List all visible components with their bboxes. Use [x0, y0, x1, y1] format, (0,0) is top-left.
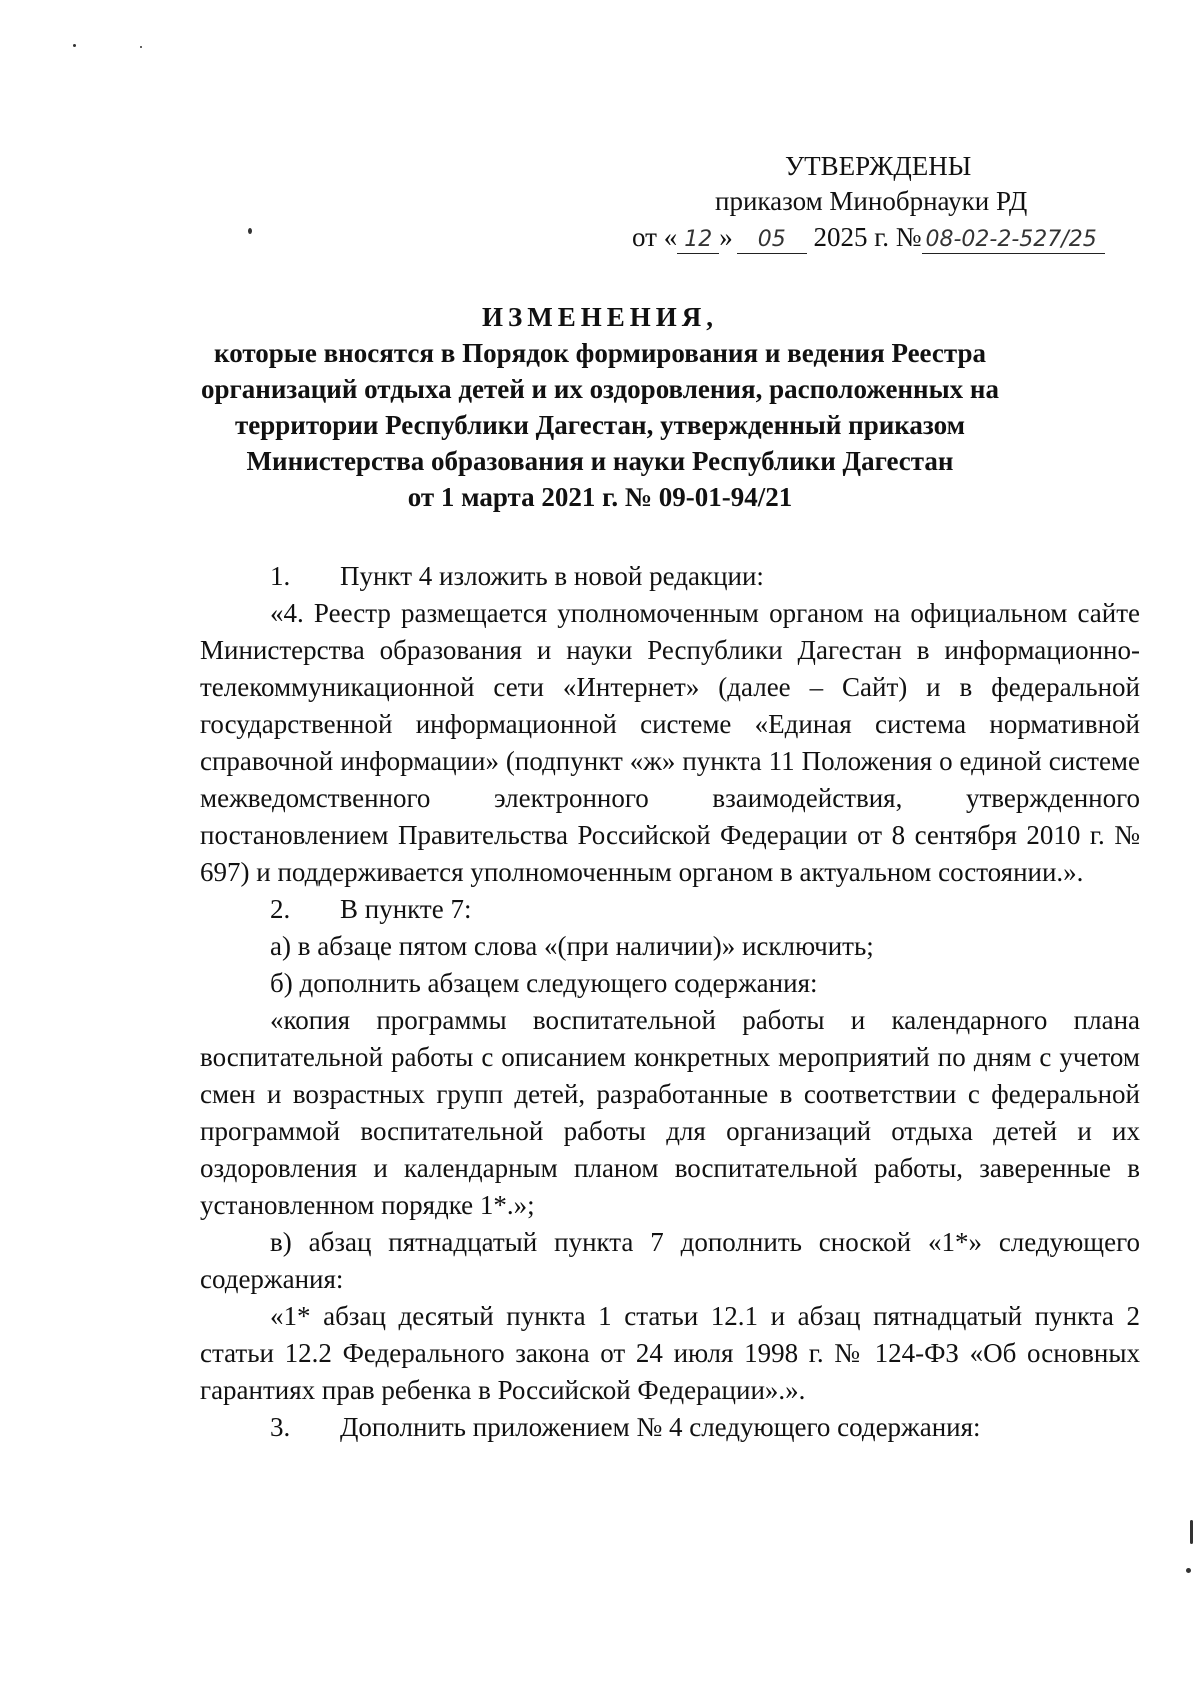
- scan-speck: [73, 44, 76, 47]
- item-2-c-quote: «1* абзац десятый пункта 1 статьи 12.1 и абзац пятнадцатый пункта 2 статьи 12.2 Федерального закона от 24 июля 1998 г. № 124-ФЗ «Об основных гарантиях прав ребенка в Российской Федерации».».: [200, 1301, 1140, 1405]
- heading-line-2: организаций отдыха детей и их оздоровления, расположенных на: [201, 374, 999, 404]
- item-2-number: 2.: [270, 894, 291, 924]
- item-2-a: а) в абзаце пятом слова «(при наличии)» исключить;: [270, 931, 874, 961]
- item-2-b: б) дополнить абзацем следующего содержания:: [270, 968, 818, 998]
- item-1-number: 1.: [270, 561, 291, 591]
- item-2-c: в) абзац пятнадцатый пункта 7 дополнить сноской «1*» следующего содержания:: [200, 1227, 1140, 1294]
- item-3-text: Дополнить приложением № 4 следующего содержания:: [340, 1412, 981, 1442]
- document-body: [200, 558, 1140, 1446]
- handwritten-day: 12: [677, 227, 719, 254]
- approval-title: УТВЕРЖДЕНЫ: [785, 151, 972, 181]
- scan-speck: [1186, 1568, 1191, 1573]
- handwritten-doc-number: 08-02-2-527/25: [922, 227, 1105, 254]
- item-3-number: 3.: [270, 1412, 291, 1442]
- scan-speck: [1190, 1520, 1193, 1544]
- item-2: [200, 891, 1140, 928]
- item-1-quote: «4. Реестр размещается уполномоченным органом на официальном сайте Министерства образования и науки Республики Дагестан в информационно-телекоммуникационной сети «Интернет» (далее – Сайт) и в федеральной государственной информационной системе «Единая система нормативной справочной информации» (подпункт «ж» пункта 11 Положения о единой системе межведомственного электронного взаимодействия, утвержденного постановлением Правительства Российской Федерации от 8 сентября 2010 г. № 697) и поддерживается уполномоченным органом в актуальном состоянии.».: [200, 598, 1140, 887]
- item-1-text: Пункт 4 изложить в новой редакции:: [340, 561, 764, 591]
- item-2-b-quote: «копия программы воспитательной работы и календарного плана воспитательной работы с описанием конкретных мероприятий по дням с учетом смен и возрастных групп детей, разработанные в соответствии с федеральной программой воспитательной работы для организаций отдыха детей и их оздоровления и календарным планом воспитательной работы, заверенные в установленном порядке 1*.»;: [200, 1005, 1140, 1220]
- item-1: [200, 558, 1140, 595]
- scan-speck: [140, 46, 142, 48]
- scan-speck: [248, 228, 252, 234]
- handwritten-month: 05: [737, 227, 807, 254]
- heading-line-3: территории Республики Дагестан, утвержденный приказом: [235, 410, 965, 440]
- date-year: 2025 г. №: [813, 222, 922, 252]
- approval-date-line: [632, 219, 1105, 255]
- document-title: ИЗМЕНЕНИЯ,: [481, 302, 718, 332]
- approval-order-line: приказом Минобрнауки РД: [715, 186, 1028, 216]
- heading-line-4: Министерства образования и науки Республики Дагестан: [246, 446, 954, 476]
- heading-line-1: которые вносятся в Порядок формирования и ведения Реестра: [214, 338, 986, 368]
- item-2-text: В пункте 7:: [340, 894, 472, 924]
- date-prefix: от «: [632, 222, 678, 252]
- date-mid: »: [719, 222, 733, 252]
- item-3: [200, 1409, 1140, 1446]
- heading-line-5: от 1 марта 2021 г. № 09-01-94/21: [407, 482, 793, 512]
